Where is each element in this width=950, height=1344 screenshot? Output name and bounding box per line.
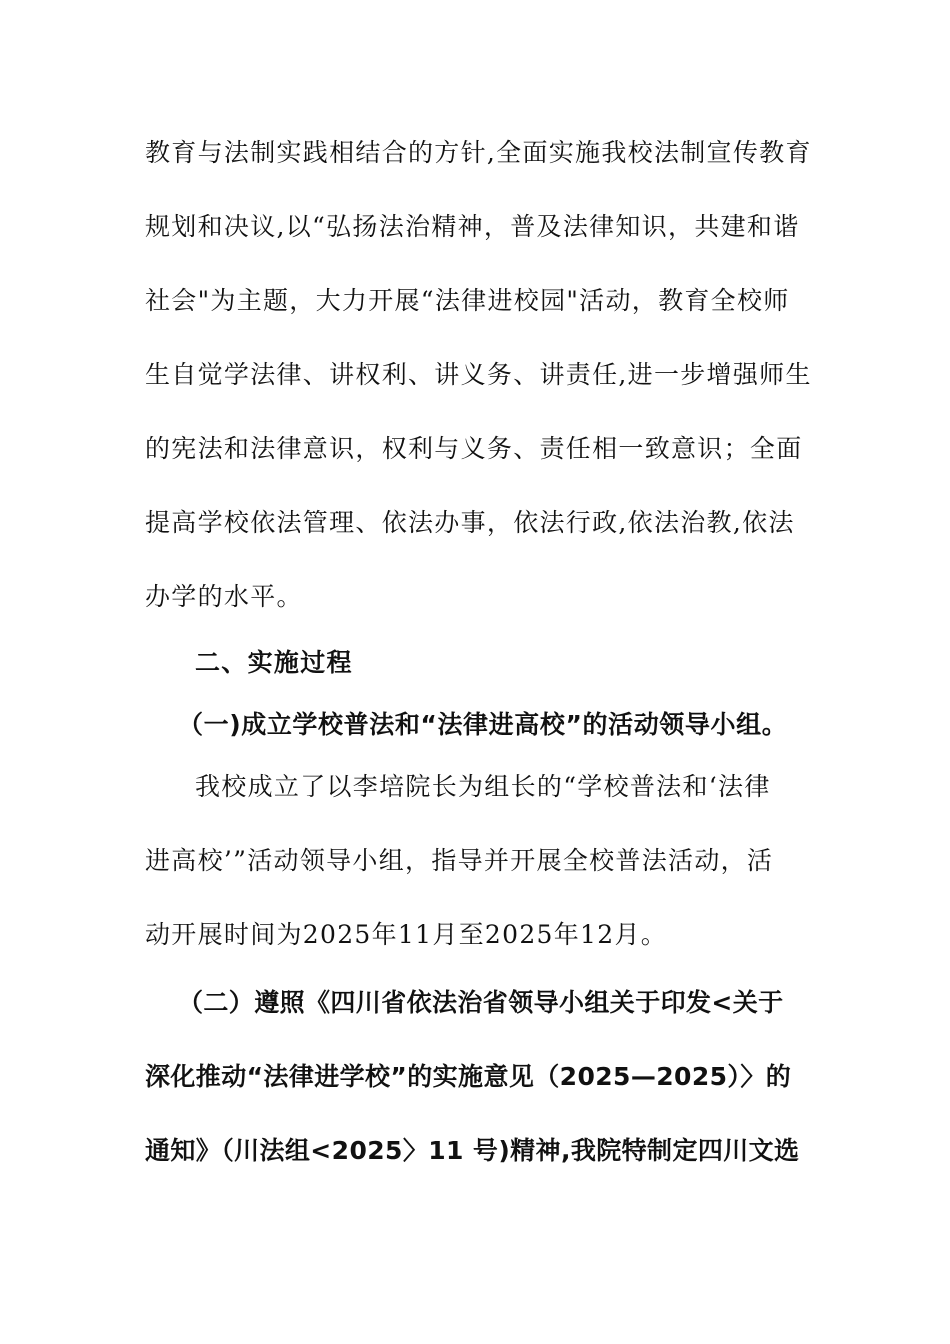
subsection-heading: （一)成立学校普法和“法律进高校”的活动领导小组。 bbox=[178, 710, 788, 739]
body-text-line: 教育与法制实践相结合的方针,全面实施我校法制宣传教育 bbox=[145, 138, 812, 167]
subsection-heading-cont: 深化推动“法律进学校”的实施意见（2025—2025）〉的 bbox=[145, 1062, 792, 1091]
subsection-heading: （二）遵照《四川省依法治省领导小组关于印发<关于 bbox=[178, 988, 784, 1017]
section-heading: 二、实施过程 bbox=[195, 648, 353, 677]
body-text-line: 生自觉学法律、讲权利、讲义务、讲责任,进一步增强师生 bbox=[145, 360, 812, 389]
body-text-line: 规划和决议,以“弘扬法治精神，普及法律知识，共建和谐 bbox=[145, 212, 800, 241]
body-text-line: 进高校’”活动领导小组，指导并开展全校普法活动，活 bbox=[145, 846, 774, 875]
body-text-line: 动开展时间为2025年11月至2025年12月。 bbox=[145, 920, 668, 949]
body-text-line: 我校成立了以李培院长为组长的“学校普法和‘法律 bbox=[195, 772, 771, 801]
subsection-heading-cont: 通知》（川法组<2025〉11 号)精神,我院特制定四川文选 bbox=[145, 1136, 800, 1165]
body-text-line: 社会"为主题，大力开展“法律进校园"活动，教育全校师 bbox=[145, 286, 790, 315]
body-text-line: 提高学校依法管理、依法办事，依法行政,依法治教,依法 bbox=[145, 508, 795, 537]
body-text-line: 的宪法和法律意识，权利与义务、责任相一致意识；全面 bbox=[145, 434, 803, 463]
body-text-line: 办学的水平。 bbox=[145, 582, 303, 611]
